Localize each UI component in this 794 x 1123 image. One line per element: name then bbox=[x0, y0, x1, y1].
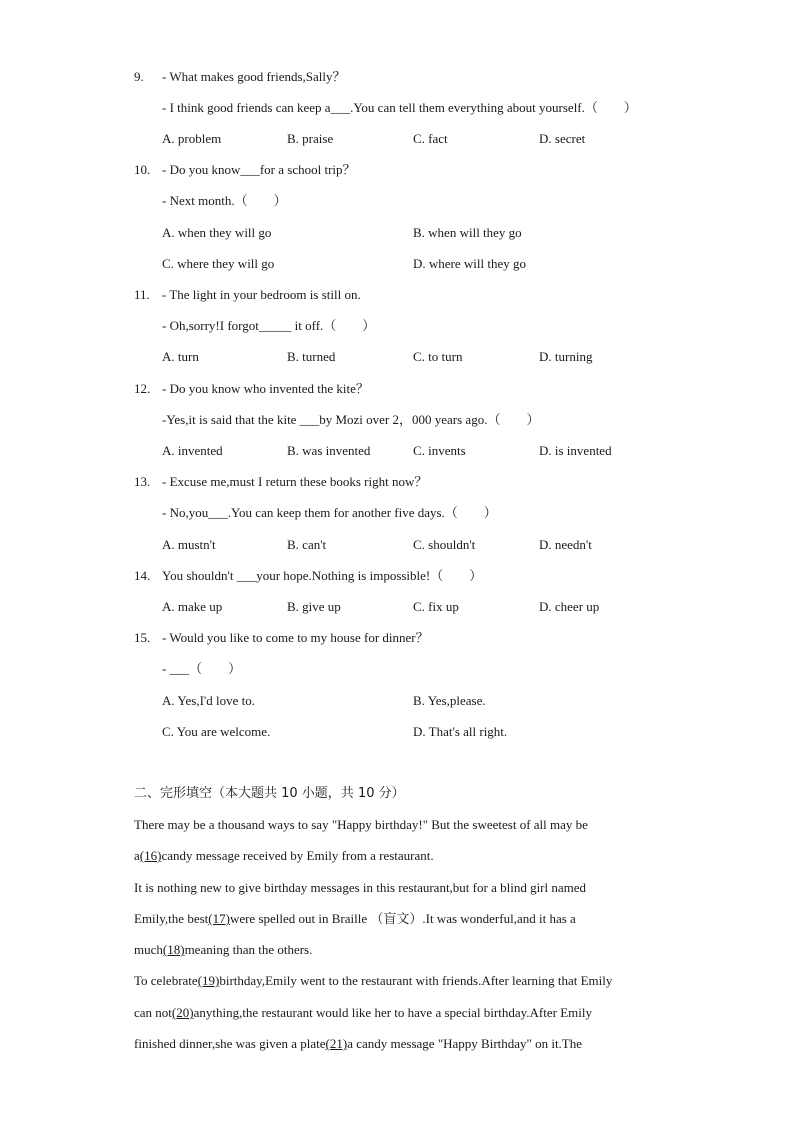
passage-line bbox=[134, 911, 576, 927]
question-line: - Do you know___for a school trip？ bbox=[162, 162, 356, 177]
option-b: B. when will they go bbox=[413, 225, 522, 240]
question-number: 12. bbox=[134, 381, 151, 396]
option-d: D. turning bbox=[539, 349, 593, 364]
passage-text: finished dinner,she was given a plate bbox=[134, 1036, 326, 1051]
blank-17: (17) bbox=[208, 911, 230, 926]
passage-line bbox=[134, 880, 586, 896]
question-line: - No,you___.You can keep them for another five days.（ ） bbox=[162, 505, 497, 520]
passage-text: birthday,Emily went to the restaurant with friends.After learning that Emily bbox=[219, 973, 613, 988]
question-number: 9. bbox=[134, 69, 144, 84]
option-a: A. turn bbox=[162, 349, 199, 364]
passage-text: To celebrate bbox=[134, 973, 198, 988]
passage-text: much bbox=[134, 942, 163, 957]
blank-21: (21) bbox=[325, 1036, 348, 1051]
question-line: - Excuse me,must I return these books right now？ bbox=[162, 474, 428, 489]
question-line: - What makes good friends,Sally？ bbox=[162, 69, 346, 84]
option-d: D. is invented bbox=[539, 443, 612, 458]
blank-19: (19) bbox=[197, 973, 220, 988]
option-c: C. You are welcome. bbox=[162, 724, 271, 739]
option-a: A. Yes,I'd love to. bbox=[162, 693, 255, 708]
option-d: D. where will they go bbox=[413, 256, 527, 271]
option-c: C. fix up bbox=[413, 599, 459, 614]
option-b: B. was invented bbox=[287, 443, 371, 458]
option-a: A. problem bbox=[162, 131, 222, 146]
section-title: 二、完形填空（本大题共 10 小题，共 10 分） bbox=[134, 786, 405, 801]
passage-line bbox=[134, 973, 612, 989]
question-line: - Oh,sorry!I forgot_____ it off.（ ） bbox=[162, 318, 376, 333]
blank-20: (20) bbox=[171, 1005, 194, 1020]
option-a: A. make up bbox=[162, 599, 223, 614]
option-b: B. praise bbox=[287, 131, 334, 146]
question-number: 10. bbox=[134, 162, 151, 177]
option-c: C. to turn bbox=[413, 349, 463, 364]
passage-line bbox=[134, 1005, 592, 1021]
question-line: - I think good friends can keep a___.You can tell them everything about yourself.（ ） bbox=[162, 100, 637, 115]
option-d: D. cheer up bbox=[539, 599, 600, 614]
passage-text: anything,the restaurant would like her to have a special birthday.After Emily bbox=[193, 1005, 592, 1020]
passage-line bbox=[134, 817, 588, 833]
question-line: - Next month.（ ） bbox=[162, 193, 287, 208]
question-line: -Yes,it is said that the kite ___by Mozi over 2，000 years ago.（ ） bbox=[162, 412, 540, 427]
option-c: C. fact bbox=[413, 131, 448, 146]
blank-16: (16) bbox=[139, 848, 162, 863]
question-line: - Do you know who invented the kite？ bbox=[162, 381, 369, 396]
option-b: B. turned bbox=[287, 349, 336, 364]
passage-text: Emily,the best bbox=[134, 911, 209, 926]
passage-text: a candy message "Happy Birthday" on it.The bbox=[347, 1036, 583, 1051]
option-a: A. mustn't bbox=[162, 537, 216, 552]
passage-line bbox=[134, 942, 312, 958]
option-b: B. Yes,please. bbox=[413, 693, 486, 708]
option-b: B. can't bbox=[287, 537, 327, 552]
option-d: D. needn't bbox=[539, 537, 592, 552]
question-line: You shouldn't ___your hope.Nothing is impossible!（ ） bbox=[162, 568, 483, 583]
passage-text: can not bbox=[134, 1005, 172, 1020]
passage-text: It is nothing new to give birthday messages in this restaurant,but for a blind girl named bbox=[134, 880, 587, 895]
question-number: 13. bbox=[134, 474, 151, 489]
question-number: 14. bbox=[134, 568, 151, 583]
passage-text: candy message received by Emily from a restaurant. bbox=[161, 848, 434, 863]
question-line: - ___（ ） bbox=[162, 661, 242, 676]
passage-text: There may be a thousand ways to say "Happy birthday!" But the sweetest of all may be bbox=[134, 817, 588, 832]
question-line: - Would you like to come to my house for dinner？ bbox=[162, 630, 429, 645]
option-c: C. where they will go bbox=[162, 256, 275, 271]
option-d: D. secret bbox=[539, 131, 586, 146]
option-a: A. when they will go bbox=[162, 225, 272, 240]
option-d: D. That's all right. bbox=[413, 724, 508, 739]
blank-18: (18) bbox=[162, 942, 185, 957]
passage-text: meaning than the others. bbox=[184, 942, 313, 957]
question-number: 15. bbox=[134, 630, 151, 645]
question-line: - The light in your bedroom is still on. bbox=[162, 287, 361, 302]
option-a: A. invented bbox=[162, 443, 223, 458]
option-c: C. shouldn't bbox=[413, 537, 476, 552]
passage-line bbox=[134, 1036, 582, 1052]
passage-text: were spelled out in Braille （盲文）.It was wonderful,and it has a bbox=[229, 911, 576, 926]
passage-line bbox=[134, 848, 434, 864]
option-c: C. invents bbox=[413, 443, 466, 458]
option-b: B. give up bbox=[287, 599, 341, 614]
passage-text: a bbox=[134, 848, 140, 863]
question-number: 11. bbox=[134, 287, 150, 302]
